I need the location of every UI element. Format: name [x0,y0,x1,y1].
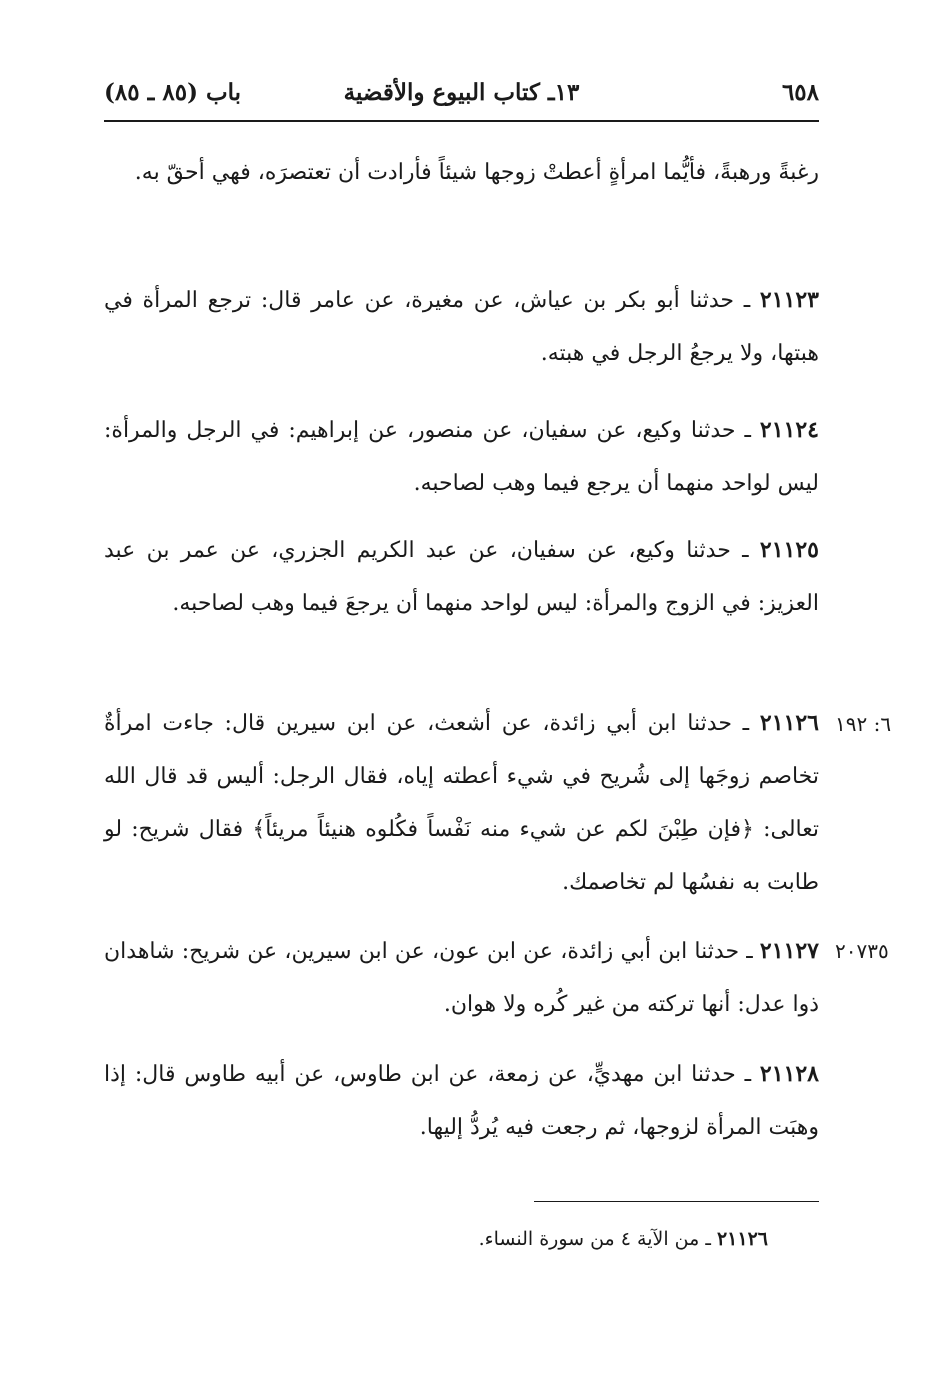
hadith-text: ـ حدثنا وكيع، عن سفيان، عن عبد الكريم الجزري، عن عمر بن عبد العزيز: في الزوج والمرأة: ليس لواحد منهما أن يرجعَ فيما وهب لصاحبه. [104,538,819,616]
hadith-number: ٢١١٢٥ [759,537,819,563]
margin-reference: ٢٠٧٣٥ [835,939,889,963]
hadith-number: ٢١١٢٣ [759,287,819,313]
footnote-text: ـ من الآية ٤ من سورة النساء. [478,1228,717,1250]
margin-reference: ٦: ١٩٢ [835,712,892,736]
hadith-number: ٢١١٢٧ [759,938,819,964]
header-rule [104,120,819,122]
paragraph-continuation [104,146,819,199]
hadith-21126 [104,697,819,909]
hadith-21127 [104,925,819,1031]
hadith-21125 [104,524,819,630]
paragraph-text: رغبةً ورهبةً، فأيُّما امرأةٍ أعطتْ زوجها شيئاً فأرادت أن تعتصرَه، فهي أحقّ به. [134,160,819,185]
footnote-rule [534,1201,819,1202]
hadith-21128 [104,1048,819,1154]
hadith-text: ـ حدثنا ابن أبي زائدة، عن أشعث، عن ابن سيرين قال: جاءت امرأةٌ تخاصم زوجَها إلى شُريح في شيء أعطته إياه، فقال الرجل: أليس قد قال الله تعالى: ﴿فإن طِبْنَ لكم عن شيء منه نَفْساً فكُلوه هنيئاً مريئاً﴾ فقال شريح: لو طابت به نفسُها لم تخاصمك. [104,711,820,895]
hadith-text: ـ حدثنا ابن مهديٍّ، عن زمعة، عن ابن طاوس، عن أبيه طاوس قال: إذا وهبَت المرأة لزوجها، ثم رجعت فيه يُردُّ إليها. [104,1062,819,1140]
hadith-number: ٢١١٢٦ [759,710,819,736]
running-header [104,76,819,114]
hadith-number: ٢١١٢٨ [759,1061,819,1087]
hadith-text: ـ حدثنا ابن أبي زائدة، عن ابن عون، عن ابن سيرين، عن شريح: شاهدان ذوا عدل: أنها تركته من غير كُره ولا هوان. [104,939,819,1017]
section-range: باب (٨٥ ـ ٨٥) [104,79,242,106]
chapter-title: ١٣ـ كتاب البيوع والأقضية [343,79,580,106]
footnote [300,1224,768,1254]
footnote-number: ٢١١٢٦ [716,1228,768,1250]
hadith-number: ٢١١٢٤ [759,417,819,443]
page-number: ٦٥٨ [781,79,819,106]
hadith-21123 [104,274,819,380]
hadith-text: ـ حدثنا أبو بكر بن عياش، عن مغيرة، عن عامر قال: ترجع المرأة في هبتها، ولا يرجعُ الرجل في هبته. [104,288,819,366]
hadith-21124 [104,404,819,510]
hadith-text: ـ حدثنا وكيع، عن سفيان، عن منصور، عن إبراهيم: في الرجل والمرأة: ليس لواحد منهما أن يرجع فيما وهب لصاحبه. [104,418,819,496]
